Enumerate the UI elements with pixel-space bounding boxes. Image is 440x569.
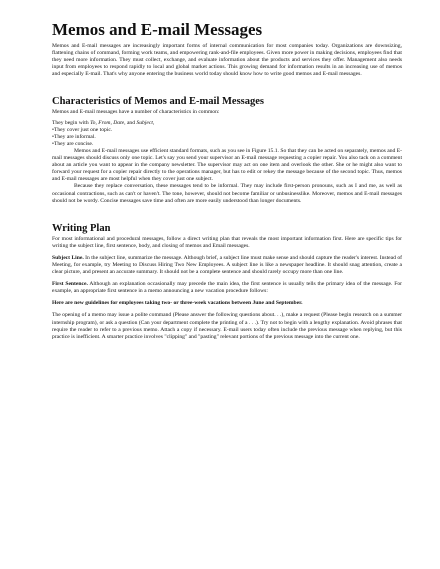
first-sentence-paragraph: First Sentence. Although an explanation occasionally may precede the main idea, the first sentence is usually tells the primary idea of the message. For example, an appropriate first sentence in a memo announcing a new vacation procedure follows: bbox=[52, 281, 402, 295]
list-item: • They cover just one topic. bbox=[52, 127, 402, 134]
list-item: • They are concise. bbox=[52, 141, 402, 148]
list-item: • They are informal. bbox=[52, 134, 402, 141]
characteristics-list bbox=[52, 127, 402, 148]
first-sentence-label: First Sentence. bbox=[52, 281, 88, 288]
characteristics-paragraph-2: Because they replace conversation, these messages tend to be informal. They may include first-person pronouns, such as I and me, as well as occasional contractions, such as can't or haven't. The tone, however, should not become familiar or unbusinesslike. Moreover, memos and E-mail messages should not be wordy. Concise messages save time and often are more easily understood than longer documents. bbox=[52, 183, 402, 204]
subject-line-paragraph: Subject Line. In the subject line, summarize the message. Although brief, a subject line must make sense and should capture the reader's interest. Instead of Meeting, for example, try Meeting to Discuss Hiring Two New Employees. A subject line is like a newspaper headline. It should snag attention, create a clear picture, and present an accurate summary. It should not be a complete sentence and should rarely occupy more than one line. bbox=[52, 254, 402, 276]
opening-paragraph: The opening of a memo may issue a polite command (Please answer the following questions about. . .), make a request (Please begin research on a summer internship program), or ask a question (Can your department complete the printing of a . . .). Try not to begin with a lengthy explanation. Avoid phrases that require the reader to refer to a previous memo. Attach a copy if necessary. E-mail users today often include the previous message when replying, but this practice is inefficient. A smarter practice involves "clipping" and "pasting" relevant portions of the previous message into the current one. bbox=[52, 312, 402, 340]
document-page bbox=[52, 20, 402, 341]
example-sentence: Here are new guidelines for employees taking two- or three-week vacations between June and September. bbox=[52, 300, 303, 307]
writing-plan-lead: For most informational and procedural messages, follow a direct writing plan that reveals the most important information first. Here are specific tips for writing the subject line, first sentence, body, and closing of memos and Email messages. bbox=[52, 235, 402, 249]
characteristics-heading: Characteristics of Memos and E-mail Messages bbox=[52, 96, 264, 108]
page-title: Memos and E-mail Messages bbox=[52, 20, 263, 39]
intro-paragraph: Memos and E-mail messages are increasingly important forms of internal communication for most companies today. Organizations are downsizing, flattening chains of command, forming work teams, and empowering rank-and-file employees. Given more power in making decisions, employees find that they need more information. They must collect, exchange, and evaluate information about the products and services they offer. Management also needs input from employees to respond rapidly to local and global market actions. This growing demand for information results in an increasing use of memos and especially E-mail. That's why anyone entering the business world today should know how to write good memos and E-mail messages. bbox=[52, 43, 402, 78]
writing-plan-heading: Writing Plan bbox=[52, 222, 111, 234]
characteristics-lead: Memos and E-mail messages have a number of characteristics in common: bbox=[52, 109, 220, 116]
subject-line-label: Subject Line. bbox=[52, 254, 84, 261]
characteristics-paragraph-1: Memos and E-mail messages use efficient standard formats, such as you see in Figure 15.1. So that they can be acted on separately, memos and E-mail messages should discuss only one topic. Let's say you send your supervisor an E-mail message requesting a copier repair. You also tack on a comment about an article you want to appear in the company newsletter. The supervisor may act on one item and overlook the other. She or he might also want to forward your request for a copier repair directly to the operations manager, but has to edit or rekey the message because of the second topic. Thus, memos and E-mail messages are most helpful when they cover just one subject. bbox=[52, 147, 402, 183]
characteristics-begin-line: They begin with To, From, Date, and Subject, bbox=[52, 119, 155, 126]
